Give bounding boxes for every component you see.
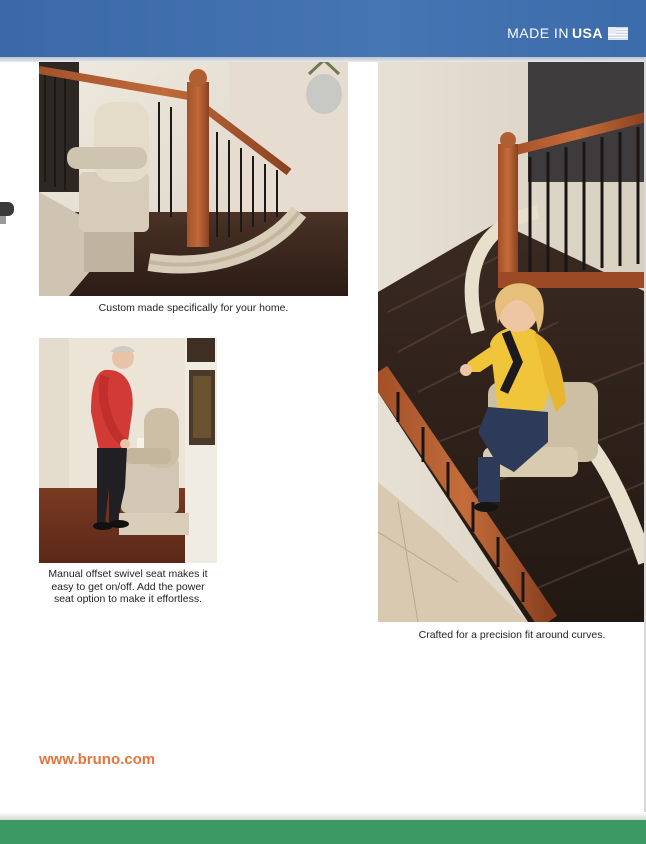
usa-label: USA <box>571 25 603 41</box>
made-in-usa-badge <box>507 25 628 41</box>
photo3-caption: Crafted for a precision fit around curves. <box>418 629 606 641</box>
footer-bar <box>0 820 646 844</box>
website-link[interactable]: www.bruno.com <box>39 751 156 768</box>
stairlift-landing-photo <box>39 62 348 296</box>
photo2-caption-line3: seat option to make it effortless. <box>53 593 203 605</box>
photo1-caption: Custom made specifically for your home. <box>98 302 289 314</box>
made-in-label: MADE IN <box>507 25 569 41</box>
swivel-seat-photo <box>39 338 217 563</box>
photo2-caption-line1: Manual offset swivel seat makes it <box>48 568 208 580</box>
photo2-caption <box>39 568 217 606</box>
us-flag-icon <box>608 27 628 40</box>
footer-shadow <box>0 812 646 820</box>
photo2-caption-line2: easy to get on/off. Add the power <box>51 580 205 593</box>
curved-stairlift-photo <box>378 62 646 622</box>
header-bar <box>0 0 646 57</box>
remote-control-icon <box>0 196 20 226</box>
